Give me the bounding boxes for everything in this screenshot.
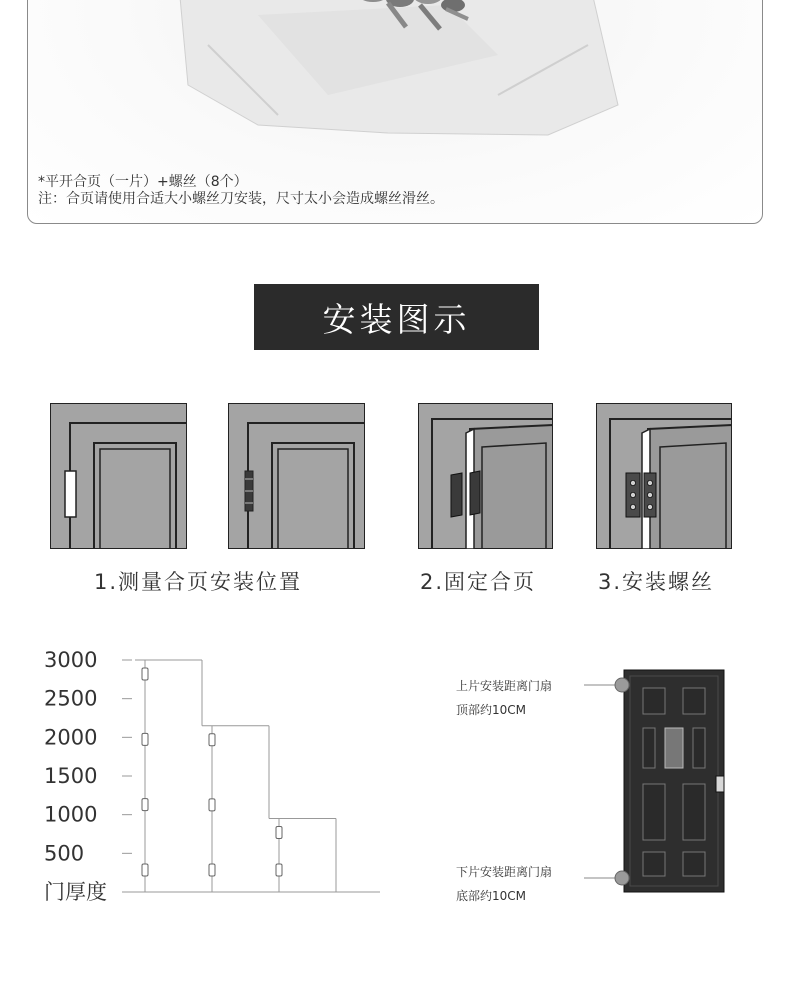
door-panel: [683, 688, 705, 714]
top-hinge-note: [456, 678, 552, 718]
package-contents-note: *平开合页（一片）+螺丝（8个）: [38, 174, 248, 190]
door-panel: [643, 852, 665, 876]
hinge-icon: [209, 734, 215, 746]
hinge-leaf-left: [451, 473, 462, 517]
y-tick-label: 3000: [44, 648, 98, 672]
screw-icon: [630, 480, 635, 485]
section-title: 安装图示: [322, 299, 471, 339]
screw-icon: [630, 504, 635, 509]
door-panel: [693, 728, 705, 768]
hinge-slot-marker: [65, 471, 76, 517]
hinge-icon: [276, 827, 282, 839]
screw-icon: [647, 504, 652, 509]
hinge-count-chart: [30, 640, 390, 920]
photo-notes: [38, 174, 444, 208]
top-note-line1: 上片安装距离门扇: [456, 679, 553, 693]
hinge-icon: [209, 799, 215, 811]
top-hinge-marker: [615, 678, 629, 692]
step2-fix-hinge-illustration: [418, 403, 553, 549]
bottom-note-line1: 下片安装距离门扇: [456, 865, 553, 879]
bottom-hinge-note: [456, 864, 552, 904]
step1-measure-illustration: [50, 403, 187, 549]
door-glass-panel: [665, 728, 683, 768]
step3-caption: 3.安装螺丝: [598, 570, 715, 594]
hinge-icon: [142, 733, 148, 745]
y-tick-label: 500: [44, 841, 85, 866]
y-tick-label: 1000: [44, 802, 98, 827]
screw-icon: [647, 492, 652, 497]
door-slab: [624, 670, 724, 892]
section-banner: [254, 284, 539, 350]
door-panel: [683, 784, 705, 840]
y-tick-label: 2000: [44, 725, 98, 750]
y-tick-label: 1500: [44, 764, 98, 788]
door-panel: [683, 852, 705, 876]
bottom-note-line2: 底部约10CM: [456, 889, 527, 903]
hinge-icon: [209, 864, 215, 876]
door-handle-icon: [716, 776, 724, 792]
step2-caption: 2.固定合页: [420, 570, 537, 594]
door-panel: [643, 784, 665, 840]
hinge-icon: [142, 668, 148, 680]
screw-icon: [647, 480, 652, 485]
y-tick-label: 2500: [44, 686, 98, 711]
step3-screws-illustration: [596, 403, 732, 549]
step1-mark-illustration: [228, 403, 365, 549]
screw-icon: [630, 492, 635, 497]
hinge-leaf-right: [470, 471, 480, 515]
door-panel: [643, 728, 655, 768]
hinge-icon: [142, 864, 148, 876]
y-axis-label: 门厚度: [44, 880, 107, 904]
bottom-hinge-marker: [615, 871, 629, 885]
door-panel: [643, 688, 665, 714]
product-photo: [27, 0, 763, 224]
hinge-icon: [276, 864, 282, 876]
screwdriver-warning-note: 注：合页请使用合适大小螺丝刀安装，尺寸太小会造成螺丝滑丝。: [38, 191, 444, 207]
top-note-line2: 顶部约10CM: [456, 703, 527, 717]
step1-caption: 1.测量合页安装位置: [94, 570, 303, 594]
hinge-icon: [142, 799, 148, 811]
